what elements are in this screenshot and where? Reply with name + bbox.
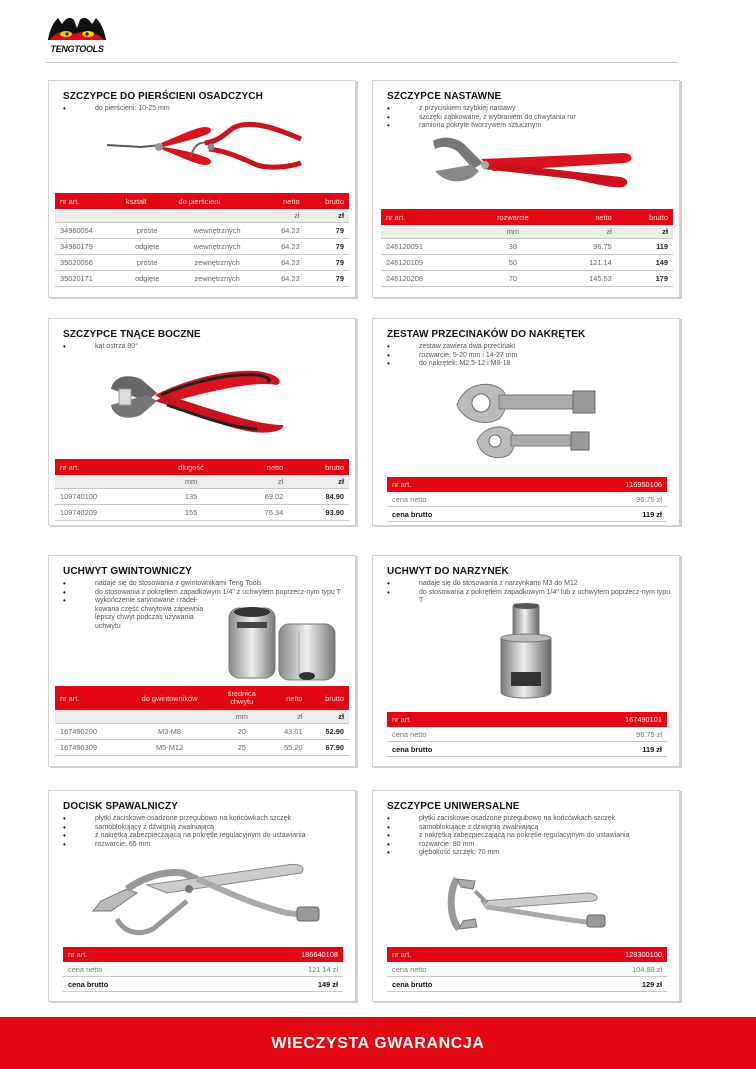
table-unit-row bbox=[55, 209, 349, 222]
cell-ring: wewnętrznych bbox=[174, 238, 261, 254]
unit-cell bbox=[381, 225, 472, 238]
gross-price: 129 zł bbox=[641, 979, 662, 989]
cell-ring: zewnętrznych bbox=[174, 270, 261, 286]
art-number: 186640108 bbox=[301, 950, 338, 959]
net-label: cena netto bbox=[392, 729, 427, 739]
cell-net: 64.23 bbox=[261, 270, 305, 286]
unit-cell: zł bbox=[228, 475, 288, 488]
cell-opening: 50 bbox=[472, 254, 553, 270]
cell-gross: 149 bbox=[617, 254, 673, 270]
cell-diameter: 20 bbox=[217, 723, 267, 739]
cell-gross: 52.90 bbox=[308, 723, 349, 739]
unit-cell bbox=[122, 710, 216, 723]
table-header-row bbox=[55, 686, 349, 710]
product-features bbox=[63, 815, 306, 849]
feature-item: • do nakrętek: M2.5-12 i M8-18 bbox=[387, 360, 517, 369]
logo-eyes-icon bbox=[44, 14, 110, 44]
feature-item: • rozwarcie: 80 mm bbox=[387, 841, 630, 850]
col-header: do pierścieni bbox=[174, 193, 261, 209]
product-features bbox=[63, 105, 170, 114]
feature-item: • samoblokujący z dźwignią zwalniającą bbox=[63, 824, 306, 833]
col-header: brutto bbox=[305, 193, 349, 209]
product-title: ZESTAW PRZECINAKÓW DO NAKRĘTEK bbox=[387, 329, 586, 340]
product-features bbox=[387, 815, 630, 858]
table-row bbox=[381, 270, 673, 286]
feature-item: • wykończenie satynowane i radeł-kowana część chwytowa zapewnia lepszy chwyt podczas używania uchwytu bbox=[63, 597, 215, 631]
product-card-circlip-pliers bbox=[48, 80, 356, 298]
gross-label: cena brutto bbox=[68, 979, 109, 989]
cell-net: 64.23 bbox=[261, 254, 305, 270]
gross-price: 119 zł bbox=[642, 509, 662, 519]
cell-net: 64.23 bbox=[261, 238, 305, 254]
unit-cell: zł bbox=[288, 475, 349, 488]
col-header: brutto bbox=[288, 459, 349, 475]
art-number: 116950106 bbox=[625, 480, 662, 489]
gross-price-row bbox=[387, 977, 667, 992]
table-row bbox=[55, 739, 349, 755]
gross-price: 149 zł bbox=[317, 979, 338, 989]
product-title: SZCZYPCE NASTAWNE bbox=[387, 91, 502, 102]
cell-net: 96.75 bbox=[553, 238, 616, 254]
die-holder-icon bbox=[491, 602, 561, 706]
cell-shape: odgięte bbox=[121, 270, 174, 286]
net-label: cena netto bbox=[392, 494, 427, 504]
circlip-pliers-icon bbox=[101, 117, 311, 175]
feature-item: • do stosowania z pokrętłem zapadkowym 1/4" lub z uchwytem poprzecz-nym typu T bbox=[387, 589, 671, 606]
tap-holder-icon bbox=[223, 604, 343, 684]
cell-net: 43.01 bbox=[267, 723, 308, 739]
cell-art: 167490309 bbox=[55, 739, 122, 755]
table-row bbox=[55, 238, 349, 254]
cell-art: 35020056 bbox=[55, 254, 121, 270]
c-clamp-pliers-icon bbox=[447, 871, 607, 937]
col-header: brutto bbox=[308, 686, 349, 710]
table-row bbox=[381, 254, 673, 270]
cell-net: 55.20 bbox=[267, 739, 308, 755]
table-row bbox=[55, 254, 349, 270]
cell-art: 35020171 bbox=[55, 270, 121, 286]
table-header-row bbox=[381, 209, 673, 225]
table-row bbox=[55, 723, 349, 739]
cell-length: 135 bbox=[154, 488, 229, 504]
product-card-die-holder bbox=[372, 555, 680, 767]
cell-art: 34960054 bbox=[55, 222, 121, 238]
cell-art: 246120109 bbox=[381, 254, 472, 270]
unit-cell: mm bbox=[154, 475, 229, 488]
cell-gross: 93.90 bbox=[288, 504, 349, 520]
feature-item: • rozwarcie: 5-20 mm i 14-27 mm bbox=[387, 352, 517, 361]
unit-cell: zł bbox=[553, 225, 616, 238]
table-header-row bbox=[55, 193, 349, 209]
feature-item: • z przyciskiem szybkiej nastawy bbox=[387, 105, 576, 114]
table-unit-row bbox=[381, 225, 673, 238]
unit-cell bbox=[55, 209, 121, 222]
net-price: 96.75 zł bbox=[636, 729, 662, 739]
cell-gross: 84.90 bbox=[288, 488, 349, 504]
product-card-water-pump-pliers bbox=[372, 80, 680, 298]
price-table bbox=[63, 947, 343, 992]
cell-shape: proste bbox=[121, 254, 174, 270]
col-header: nr art. bbox=[55, 459, 154, 475]
table-header-row bbox=[55, 459, 349, 475]
unit-cell: zł bbox=[617, 225, 673, 238]
header-divider bbox=[46, 62, 678, 63]
cell-gross: 79 bbox=[305, 254, 349, 270]
net-price: 96.75 zł bbox=[636, 494, 662, 504]
net-price-row bbox=[387, 492, 667, 507]
feature-item: • nadaje się do stosowania z narzynkami M3 do M12 bbox=[387, 580, 671, 589]
cell-opening: 38 bbox=[472, 238, 553, 254]
product-card-side-cutters bbox=[48, 318, 356, 526]
cell-gross: 79 bbox=[305, 270, 349, 286]
art-number: 167490101 bbox=[625, 715, 662, 724]
art-label: nr art. bbox=[392, 715, 412, 724]
product-table bbox=[55, 193, 349, 287]
feature-item: • płytki zaciskowe osadzone przegubowo na końcówkach szczęk bbox=[387, 815, 630, 824]
product-card-nut-splitter-set bbox=[372, 318, 680, 526]
col-header: średnica chwytu bbox=[217, 686, 267, 710]
col-header: do gwintowników bbox=[122, 686, 216, 710]
cell-shape: odgięte bbox=[121, 238, 174, 254]
cell-art: 167490200 bbox=[55, 723, 122, 739]
feature-item: • nadaje się do stosowania z gwintownikami Teng Tools bbox=[63, 580, 343, 589]
cell-shape: proste bbox=[121, 222, 174, 238]
nut-splitter-icon bbox=[453, 375, 603, 475]
price-header-row bbox=[387, 947, 667, 962]
unit-cell: zł bbox=[267, 710, 308, 723]
cell-gross: 79 bbox=[305, 238, 349, 254]
cell-net: 145.53 bbox=[553, 270, 616, 286]
col-header: netto bbox=[261, 193, 305, 209]
col-header: netto bbox=[228, 459, 288, 475]
gross-price-row bbox=[63, 977, 343, 992]
gross-label: cena brutto bbox=[392, 979, 433, 989]
col-header: netto bbox=[267, 686, 308, 710]
col-header: nr art. bbox=[55, 193, 121, 209]
product-table bbox=[55, 686, 349, 756]
footer-banner bbox=[0, 1017, 756, 1069]
net-price-row bbox=[387, 727, 667, 742]
cell-net: 69.02 bbox=[228, 488, 288, 504]
feature-item: • do pierścieni: 10-25 mm bbox=[63, 105, 170, 114]
cell-taps: M5-M12 bbox=[122, 739, 216, 755]
gross-label: cena brutto bbox=[392, 744, 433, 754]
table-row bbox=[55, 504, 349, 520]
cell-art: 109740100 bbox=[55, 488, 154, 504]
feature-item: • ramiona pokryte tworzywem sztucznym bbox=[387, 122, 576, 131]
brand-name: TENGTOOLS bbox=[50, 44, 104, 54]
gross-label: cena brutto bbox=[392, 509, 433, 519]
col-header: kształt bbox=[121, 193, 174, 209]
col-header: nr art. bbox=[381, 209, 472, 225]
feature-item: • do stosowania z pokrętłem zapadkowym 1/4" z uchwytem poprzecz-nym typu T bbox=[63, 589, 343, 598]
net-price-row bbox=[387, 962, 667, 977]
feature-item: • zestaw zawiera dwa przecinaki bbox=[387, 343, 517, 352]
tengtools-logo bbox=[44, 14, 110, 54]
art-label: nr art. bbox=[392, 480, 412, 489]
cell-net: 64.23 bbox=[261, 222, 305, 238]
feature-item: • rozwarcie: 65 mm bbox=[63, 841, 306, 850]
product-table bbox=[381, 209, 673, 287]
cell-gross: 119 bbox=[617, 238, 673, 254]
table-row bbox=[55, 270, 349, 286]
cell-gross: 179 bbox=[617, 270, 673, 286]
table-unit-row bbox=[55, 475, 349, 488]
unit-cell: mm bbox=[472, 225, 553, 238]
feature-item: • kąt ostrza 80° bbox=[63, 343, 138, 352]
gross-price-row bbox=[387, 742, 667, 757]
product-title: DOCISK SPAWALNICZY bbox=[63, 801, 178, 812]
cell-diameter: 25 bbox=[217, 739, 267, 755]
col-header: nr art. bbox=[55, 686, 122, 710]
cell-net: 121.14 bbox=[553, 254, 616, 270]
cell-art: 246120208 bbox=[381, 270, 472, 286]
cell-art: 246120091 bbox=[381, 238, 472, 254]
product-features bbox=[63, 343, 138, 352]
side-cutters-icon bbox=[107, 359, 297, 439]
feature-item: • płytki zaciskowe osadzone przegubowo na końcówkach szczęk bbox=[63, 815, 306, 824]
product-card-universal-pliers bbox=[372, 790, 680, 1002]
unit-cell: mm bbox=[217, 710, 267, 723]
cell-length: 155 bbox=[154, 504, 229, 520]
cell-taps: M3-M8 bbox=[122, 723, 216, 739]
col-header: netto bbox=[553, 209, 616, 225]
art-number: 128300100 bbox=[625, 950, 662, 959]
product-card-welding-clamp bbox=[48, 790, 356, 1002]
welding-clamp-icon bbox=[87, 857, 323, 943]
gross-price: 119 zł bbox=[642, 744, 662, 754]
col-header: rozwarcie bbox=[472, 209, 553, 225]
net-price: 121.14 zł bbox=[308, 964, 338, 974]
feature-item: • samoblokujące z dźwignią zwalniającą bbox=[387, 824, 630, 833]
net-price-row bbox=[63, 962, 343, 977]
cell-opening: 70 bbox=[472, 270, 553, 286]
unit-cell: zł bbox=[305, 209, 349, 222]
price-header-row bbox=[387, 477, 667, 492]
price-table bbox=[387, 712, 667, 757]
feature-item: • z nakrętką zabezpieczającą na pokrętle regulacyjnym do ustawiania bbox=[387, 832, 630, 841]
cell-art: 34960179 bbox=[55, 238, 121, 254]
net-label: cena netto bbox=[68, 964, 103, 974]
cell-gross: 67.90 bbox=[308, 739, 349, 755]
feature-item: • z nakrętką zabezpieczającą na pokrętle regulacyjnym do ustawiania bbox=[63, 832, 306, 841]
product-features bbox=[387, 343, 517, 369]
product-title: SZCZYPCE TNĄCE BOCZNE bbox=[63, 329, 201, 340]
net-label: cena netto bbox=[392, 964, 427, 974]
product-title: UCHWYT DO NARZYNEK bbox=[387, 566, 509, 577]
art-label: nr art. bbox=[392, 950, 412, 959]
feature-item: • szczęki ząbkowane, z wybraniem do chwytania rur bbox=[387, 114, 576, 123]
product-title: SZCZYPCE DO PIERŚCIENI OSADCZYCH bbox=[63, 91, 263, 102]
feature-item: • głębokość szczęk: 70 mm bbox=[387, 849, 630, 858]
cell-gross: 79 bbox=[305, 222, 349, 238]
warranty-text: WIECZYSTA GWARANCJA bbox=[271, 1035, 485, 1052]
table-row bbox=[381, 238, 673, 254]
cell-ring: zewnętrznych bbox=[174, 254, 261, 270]
col-header: brutto bbox=[617, 209, 673, 225]
unit-cell bbox=[121, 209, 174, 222]
art-label: nr art. bbox=[68, 950, 88, 959]
table-unit-row bbox=[55, 710, 349, 723]
unit-cell: zł bbox=[308, 710, 349, 723]
table-row bbox=[55, 222, 349, 238]
water-pump-pliers-icon bbox=[423, 131, 643, 197]
price-table bbox=[387, 947, 667, 992]
price-header-row bbox=[387, 712, 667, 727]
unit-cell: zł bbox=[261, 209, 305, 222]
product-table bbox=[55, 459, 349, 521]
gross-price-row bbox=[387, 507, 667, 522]
unit-cell bbox=[174, 209, 261, 222]
cell-art: 109740209 bbox=[55, 504, 154, 520]
unit-cell bbox=[55, 475, 154, 488]
product-title: UCHWYT GWINTOWNICZY bbox=[63, 566, 192, 577]
col-header: długość bbox=[154, 459, 229, 475]
product-title: SZCZYPCE UNIWERSALNE bbox=[387, 801, 520, 812]
price-header-row bbox=[63, 947, 343, 962]
product-features bbox=[387, 105, 576, 131]
table-row bbox=[55, 488, 349, 504]
net-price: 104.88 zł bbox=[632, 964, 662, 974]
product-card-tap-holder bbox=[48, 555, 356, 767]
cell-net: 76.34 bbox=[228, 504, 288, 520]
unit-cell bbox=[55, 710, 122, 723]
cell-ring: wewnętrznych bbox=[174, 222, 261, 238]
price-table bbox=[387, 477, 667, 522]
